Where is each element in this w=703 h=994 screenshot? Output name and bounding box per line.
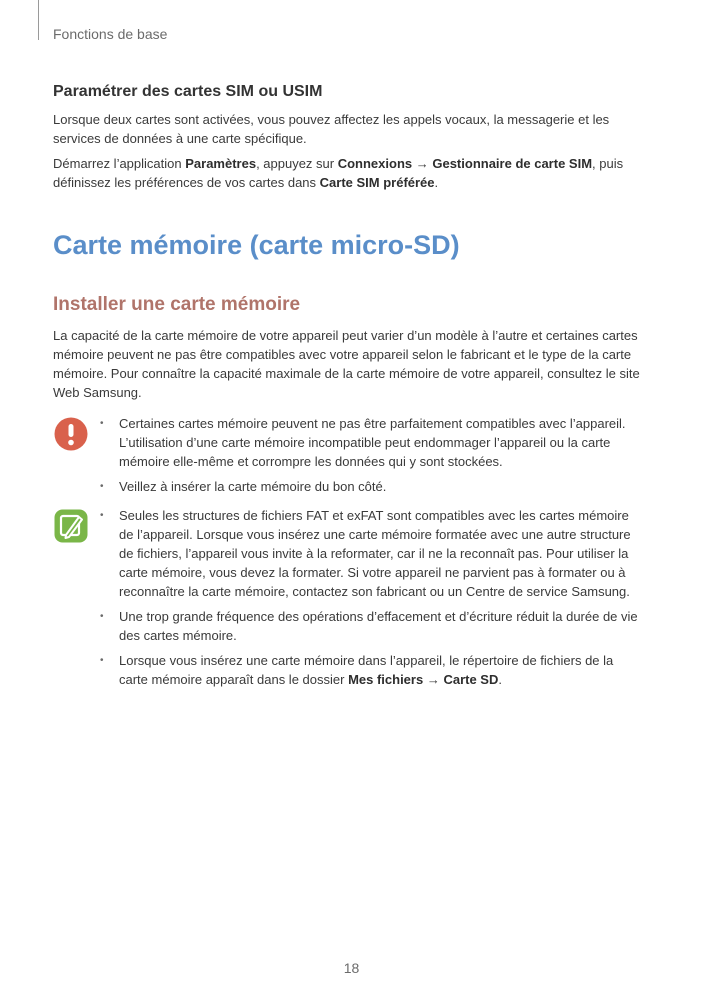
text-span: . (498, 672, 502, 687)
sim-paragraph-2 (53, 154, 645, 192)
page-content (53, 83, 645, 695)
text-span: , appuyez sur (256, 156, 338, 171)
section-header: Fonctions de base (53, 26, 168, 42)
sd-card-folder: Carte SD (443, 672, 499, 687)
preferred-sim-menu: Carte SIM préférée (319, 175, 435, 190)
header-rule (38, 0, 39, 40)
chapter-title: Carte mémoire (carte micro-SD) (53, 230, 460, 260)
note-block (53, 506, 645, 689)
note-item: • Seules les structures de fichiers FAT et exFAT sont compatibles avec les cartes mémoire de l’appareil. Lorsque vous insérez une carte mémoire formatée avec une autre structure de fichiers, l’appareil vous invite à la reformater, car il ne la reconnaît pas. Pour utiliser la carte mémoire, vous devez la formater. Si votre appareil ne parvient pas à formater ou à reconnaître la carte mémoire, contactez son fabricant ou un Centre de service Samsung. (119, 506, 645, 601)
caution-list (53, 414, 645, 496)
text-span: , puis définissez les préférences de vos cartes dans (53, 156, 624, 190)
sim-manager-menu: Gestionnaire de carte SIM (432, 156, 593, 171)
sim-section-title: Paramétrer des cartes SIM ou USIM (53, 83, 323, 100)
memory-intro: La capacité de la carte mémoire de votre appareil peut varier d’un modèle à l’autre et certaines cartes mémoire peuvent ne pas être compatibles avec votre appareil selon le fabricant et le type de la carte mémoire. Pour connaître la capacité maximale de la carte mémoire de votre appareil, consultez le site Web Samsung. (53, 328, 640, 400)
note-icon (53, 508, 89, 544)
settings-app-name: Paramètres (185, 156, 257, 171)
text-span: . (434, 175, 439, 190)
connections-menu: Connexions (337, 156, 413, 171)
page-number: 18 (343, 960, 360, 976)
note-item (119, 651, 645, 689)
arrow: → (423, 672, 444, 687)
note-list (53, 506, 645, 689)
caution-icon (53, 416, 89, 452)
caution-block (53, 414, 645, 496)
my-files-folder: Mes fichiers (348, 672, 424, 687)
note-item: • Une trop grande fréquence des opérations d’effacement et d’écriture réduit la durée de vie des cartes mémoire. (119, 607, 645, 645)
text-span: Démarrez l’application (53, 156, 186, 171)
arrow: → (412, 156, 433, 171)
caution-item: • Certaines cartes mémoire peuvent ne pas être parfaitement compatibles avec l’appareil. L’utilisation d’une carte mémoire incompatible peut endommager l’appareil ou la carte mémoire elle-même et corrompre les données qui y sont stockées. (119, 414, 645, 471)
sim-paragraph-1: Lorsque deux cartes sont activées, vous pouvez affectez les appels vocaux, la messagerie et les services de données à une carte spécifique. (53, 112, 610, 146)
text-span: Lorsque vous insérez une carte mémoire dans l’appareil, le répertoire de fichiers de la carte mémoire apparaît dans le dossier (119, 653, 614, 687)
install-title: Installer une carte mémoire (53, 294, 301, 315)
caution-item: • Veillez à insérer la carte mémoire du bon côté. (119, 477, 645, 496)
